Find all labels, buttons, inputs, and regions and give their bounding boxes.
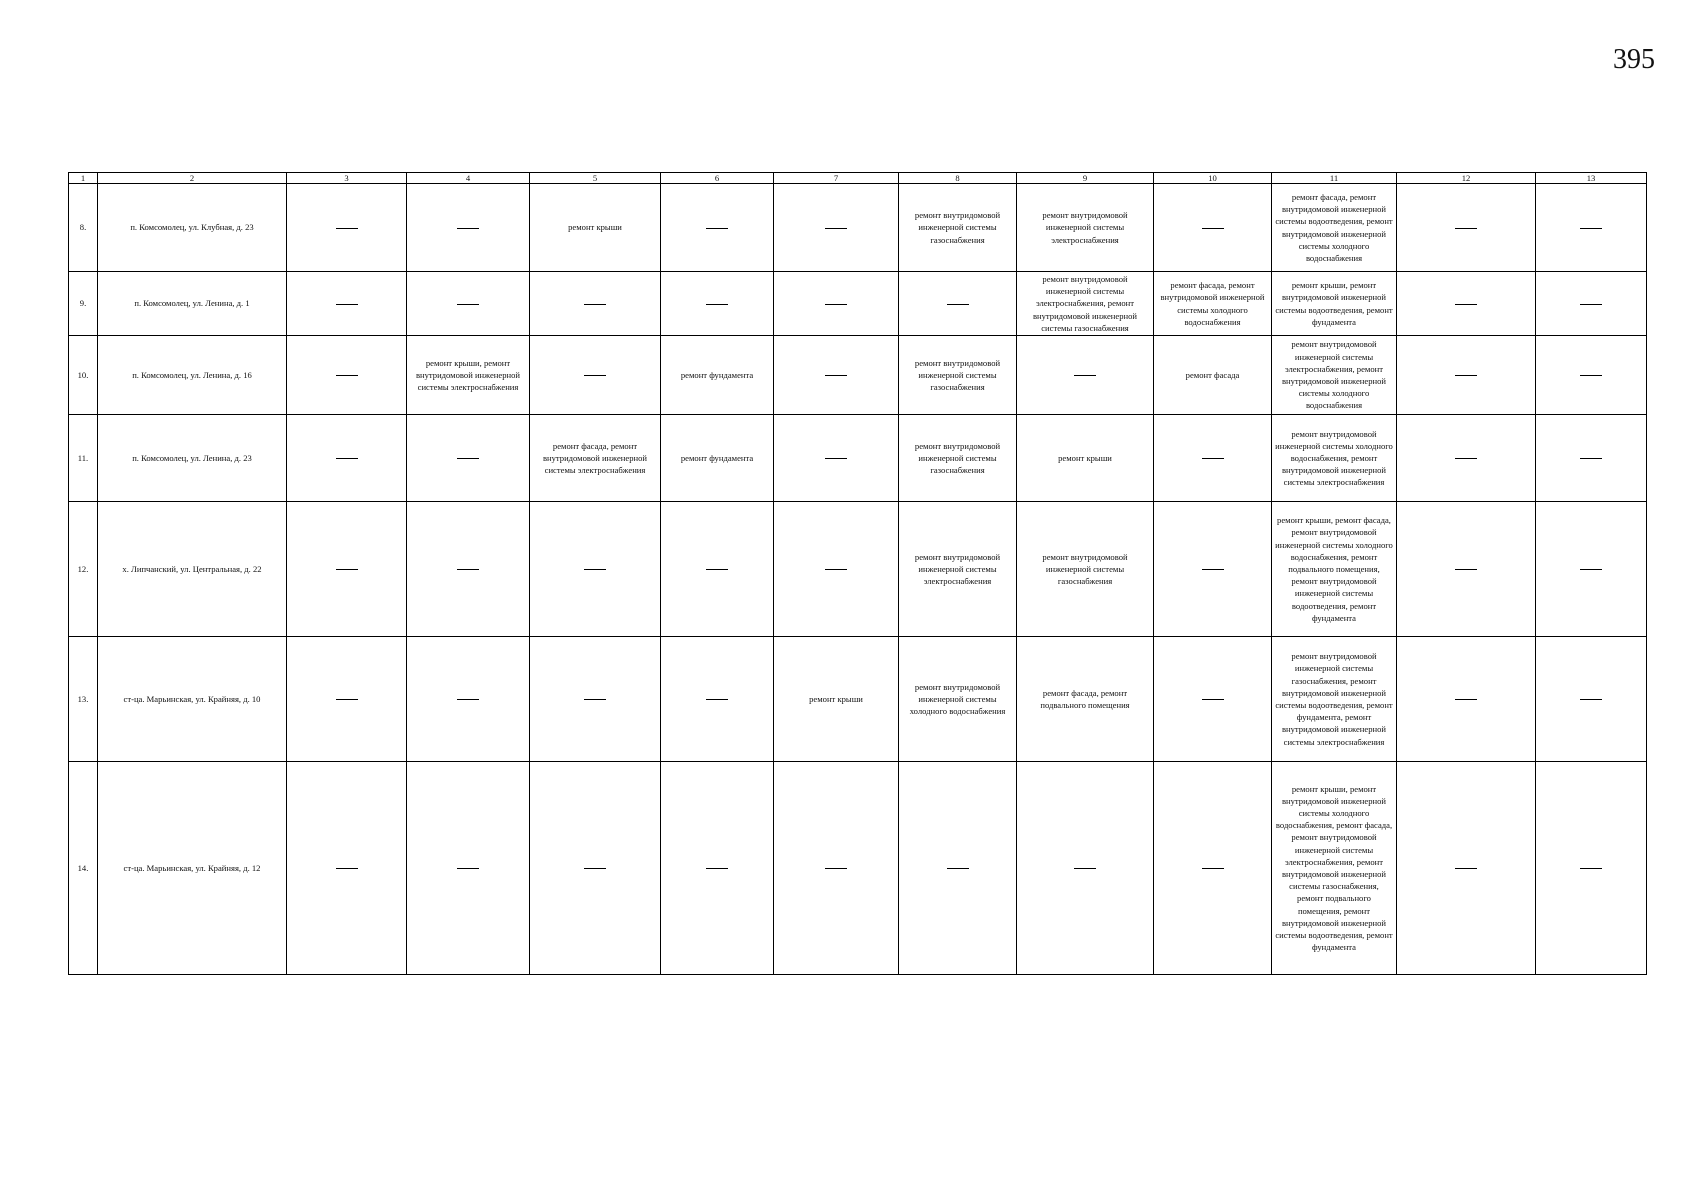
repair-work-cell: ремонт крыши (1017, 415, 1154, 502)
repair-work-cell: ремонт крыши, ремонт внутридомовой инженерной системы электроснабжения (407, 336, 530, 415)
repair-work-cell: ремонт фасада (1154, 336, 1272, 415)
repair-work-cell: ремонт внутридомовой инженерной системы электроснабжения, ремонт внутридомовой инженерной системы холодного водоснабжения (1272, 336, 1397, 415)
empty-cell (661, 637, 774, 762)
empty-cell (1154, 637, 1272, 762)
empty-cell (899, 762, 1017, 975)
row-number: 13. (69, 637, 98, 762)
empty-cell (530, 272, 661, 336)
repair-work-cell: ремонт крыши, ремонт внутридомовой инженерной системы водоотведения, ремонт фундамента (1272, 272, 1397, 336)
dash-mark (1580, 228, 1602, 229)
dash-mark (336, 228, 358, 229)
dash-mark (825, 304, 847, 305)
table-row (69, 762, 1647, 975)
dash-mark (1455, 375, 1477, 376)
table-row (69, 336, 1647, 415)
dash-mark (336, 569, 358, 570)
dash-mark (1074, 868, 1096, 869)
empty-cell (287, 415, 407, 502)
dash-mark (706, 699, 728, 700)
dash-mark (1580, 458, 1602, 459)
empty-cell (530, 762, 661, 975)
table-row (69, 184, 1647, 272)
dash-mark (1580, 569, 1602, 570)
dash-mark (825, 375, 847, 376)
address-cell: х. Липчанский, ул. Центральная, д. 22 (98, 502, 287, 637)
column-number-header: 6 (661, 173, 774, 184)
dash-mark (1202, 228, 1224, 229)
repair-work-cell: ремонт фасада, ремонт подвального помещения (1017, 637, 1154, 762)
empty-cell (1397, 415, 1536, 502)
empty-cell (1154, 415, 1272, 502)
row-number: 10. (69, 336, 98, 415)
empty-cell (1397, 762, 1536, 975)
empty-cell (287, 762, 407, 975)
dash-mark (584, 304, 606, 305)
empty-cell (530, 637, 661, 762)
dash-mark (1455, 304, 1477, 305)
repair-work-cell: ремонт внутридомовой инженерной системы электроснабжения, ремонт внутридомовой инженерной системы газоснабжения (1017, 272, 1154, 336)
empty-cell (407, 415, 530, 502)
dash-mark (1455, 569, 1477, 570)
dash-mark (336, 304, 358, 305)
dash-mark (947, 304, 969, 305)
empty-cell (407, 502, 530, 637)
dash-mark (825, 228, 847, 229)
empty-cell (407, 272, 530, 336)
empty-cell (530, 336, 661, 415)
empty-cell (1397, 637, 1536, 762)
dash-mark (706, 228, 728, 229)
row-number: 14. (69, 762, 98, 975)
dash-mark (457, 458, 479, 459)
empty-cell (1017, 762, 1154, 975)
address-cell: п. Комсомолец, ул. Ленина, д. 1 (98, 272, 287, 336)
empty-cell (530, 502, 661, 637)
empty-cell (287, 637, 407, 762)
empty-cell (407, 762, 530, 975)
dash-mark (947, 868, 969, 869)
empty-cell (774, 415, 899, 502)
dash-mark (706, 569, 728, 570)
empty-cell (774, 184, 899, 272)
column-number-header: 2 (98, 173, 287, 184)
column-number-header: 9 (1017, 173, 1154, 184)
empty-cell (1536, 415, 1647, 502)
repair-work-cell: ремонт внутридомовой инженерной системы электроснабжения (899, 502, 1017, 637)
table-row (69, 502, 1647, 637)
dash-mark (1074, 375, 1096, 376)
column-number-header: 4 (407, 173, 530, 184)
dash-mark (457, 569, 479, 570)
empty-cell (899, 272, 1017, 336)
dash-mark (1455, 699, 1477, 700)
empty-cell (287, 272, 407, 336)
repair-work-cell: ремонт крыши, ремонт внутридомовой инженерной системы холодного водоснабжения, ремонт фасада, ремонт внутридомовой инженерной системы электроснабжения, ремонт внутридомовой инженерной системы газоснабжения, ремонт подвального помещения, ремонт внутридомовой инженерной системы водоотведения, ремонт фундамента (1272, 762, 1397, 975)
row-number: 11. (69, 415, 98, 502)
empty-cell (1536, 502, 1647, 637)
table-row (69, 415, 1647, 502)
dash-mark (1202, 699, 1224, 700)
repair-work-cell: ремонт фундамента (661, 415, 774, 502)
table-row (69, 272, 1647, 336)
dash-mark (457, 304, 479, 305)
column-number-header: 3 (287, 173, 407, 184)
empty-cell (1397, 272, 1536, 336)
repair-work-cell: ремонт внутридомовой инженерной системы газоснабжения (899, 336, 1017, 415)
dash-mark (584, 569, 606, 570)
empty-cell (287, 336, 407, 415)
dash-mark (336, 375, 358, 376)
repair-schedule-table (68, 172, 1647, 975)
column-number-header: 10 (1154, 173, 1272, 184)
row-number: 9. (69, 272, 98, 336)
empty-cell (1397, 502, 1536, 637)
dash-mark (1202, 569, 1224, 570)
empty-cell (774, 272, 899, 336)
dash-mark (584, 868, 606, 869)
repair-work-cell: ремонт внутридомовой инженерной системы газоснабжения (899, 415, 1017, 502)
dash-mark (1580, 304, 1602, 305)
repair-work-cell: ремонт крыши (774, 637, 899, 762)
empty-cell (407, 184, 530, 272)
empty-cell (1154, 502, 1272, 637)
empty-cell (287, 502, 407, 637)
empty-cell (1536, 637, 1647, 762)
dash-mark (457, 868, 479, 869)
repair-work-cell: ремонт фасада, ремонт внутридомовой инженерной системы электроснабжения (530, 415, 661, 502)
column-number-header: 13 (1536, 173, 1647, 184)
repair-work-cell: ремонт фундамента (661, 336, 774, 415)
repair-work-cell: ремонт внутридомовой инженерной системы холодного водоснабжения, ремонт внутридомовой инженерной системы электроснабжения (1272, 415, 1397, 502)
dash-mark (825, 868, 847, 869)
dash-mark (706, 304, 728, 305)
repair-work-cell: ремонт крыши, ремонт фасада, ремонт внутридомовой инженерной системы холодного водоснабжения, ремонт подвального помещения, ремонт внутридомовой инженерной системы водоотведения, ремонт фундамента (1272, 502, 1397, 637)
repair-work-cell: ремонт внутридомовой инженерной системы холодного водоснабжения (899, 637, 1017, 762)
dash-mark (584, 375, 606, 376)
empty-cell (1397, 336, 1536, 415)
column-number-header: 1 (69, 173, 98, 184)
empty-cell (1536, 272, 1647, 336)
empty-cell (1536, 336, 1647, 415)
empty-cell (661, 272, 774, 336)
address-cell: п. Комсомолец, ул. Ленина, д. 23 (98, 415, 287, 502)
repair-work-cell: ремонт внутридомовой инженерной системы электроснабжения (1017, 184, 1154, 272)
repair-work-cell: ремонт крыши (530, 184, 661, 272)
column-number-header: 11 (1272, 173, 1397, 184)
row-number: 8. (69, 184, 98, 272)
address-cell: п. Комсомолец, ул. Клубная, д. 23 (98, 184, 287, 272)
dash-mark (825, 569, 847, 570)
column-number-header: 7 (774, 173, 899, 184)
empty-cell (1397, 184, 1536, 272)
dash-mark (825, 458, 847, 459)
empty-cell (1017, 336, 1154, 415)
table-body (69, 184, 1647, 975)
dash-mark (1202, 458, 1224, 459)
repair-work-cell: ремонт внутридомовой инженерной системы газоснабжения, ремонт внутридомовой инженерной системы водоотведения, ремонт фундамента, ремонт внутридомовой инженерной системы электроснабжения (1272, 637, 1397, 762)
empty-cell (774, 502, 899, 637)
empty-cell (1154, 762, 1272, 975)
address-cell: п. Комсомолец, ул. Ленина, д. 16 (98, 336, 287, 415)
column-number-header: 8 (899, 173, 1017, 184)
dash-mark (336, 458, 358, 459)
empty-cell (1154, 184, 1272, 272)
dash-mark (1580, 699, 1602, 700)
column-number-header: 12 (1397, 173, 1536, 184)
column-number-header: 5 (530, 173, 661, 184)
table-row (69, 637, 1647, 762)
empty-cell (407, 637, 530, 762)
empty-cell (287, 184, 407, 272)
dash-mark (336, 699, 358, 700)
empty-cell (774, 762, 899, 975)
column-number-row (69, 173, 1647, 184)
empty-cell (661, 502, 774, 637)
dash-mark (706, 868, 728, 869)
dash-mark (1455, 228, 1477, 229)
dash-mark (1580, 868, 1602, 869)
dash-mark (1202, 868, 1224, 869)
dash-mark (457, 228, 479, 229)
page-number: 395 (1613, 44, 1655, 75)
dash-mark (336, 868, 358, 869)
empty-cell (661, 762, 774, 975)
empty-cell (661, 184, 774, 272)
repair-work-cell: ремонт внутридомовой инженерной системы газоснабжения (899, 184, 1017, 272)
repair-work-cell: ремонт фасада, ремонт внутридомовой инженерной системы холодного водоснабжения (1154, 272, 1272, 336)
dash-mark (1455, 458, 1477, 459)
empty-cell (1536, 184, 1647, 272)
dash-mark (1580, 375, 1602, 376)
empty-cell (1536, 762, 1647, 975)
address-cell: ст-ца. Марьинская, ул. Крайняя, д. 10 (98, 637, 287, 762)
dash-mark (457, 699, 479, 700)
repair-work-cell: ремонт фасада, ремонт внутридомовой инженерной системы водоотведения, ремонт внутридомовой инженерной системы холодного водоснабжения (1272, 184, 1397, 272)
dash-mark (584, 699, 606, 700)
row-number: 12. (69, 502, 98, 637)
dash-mark (1455, 868, 1477, 869)
address-cell: ст-ца. Марьинская, ул. Крайняя, д. 12 (98, 762, 287, 975)
repair-work-cell: ремонт внутридомовой инженерной системы газоснабжения (1017, 502, 1154, 637)
empty-cell (774, 336, 899, 415)
